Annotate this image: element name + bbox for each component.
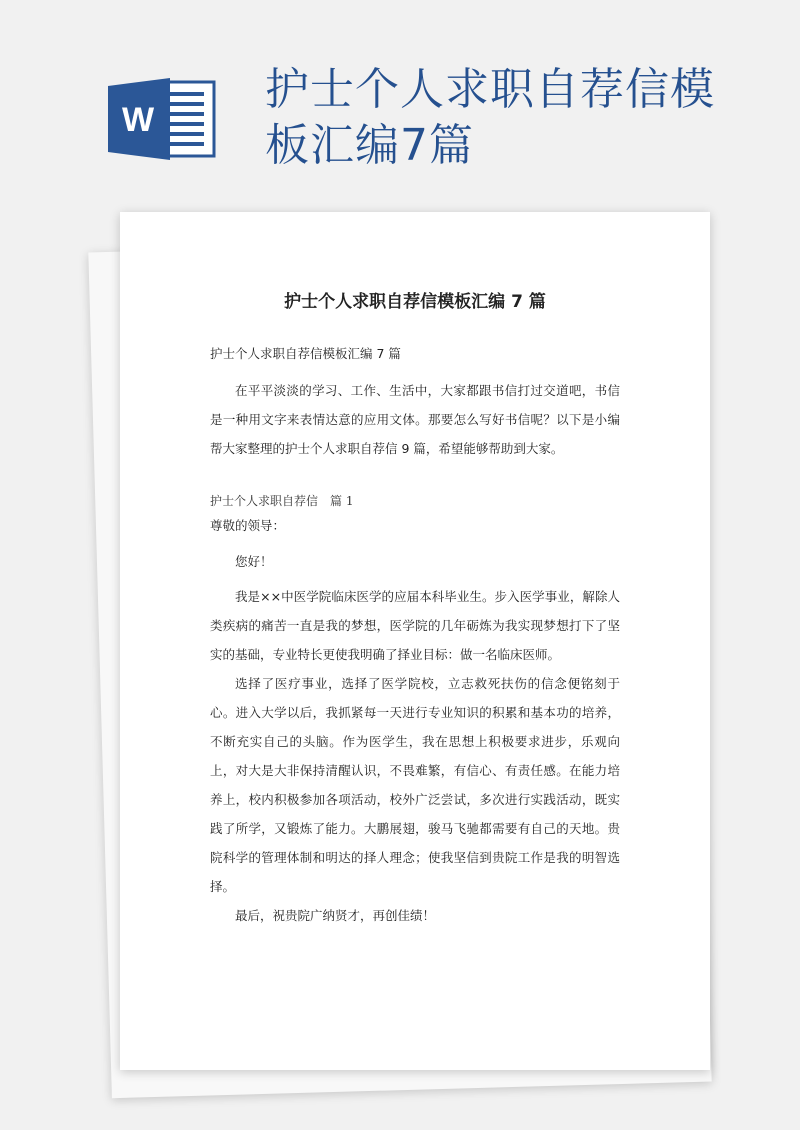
word-document-icon <box>108 78 218 160</box>
document-title: 护士个人求职自荐信模板汇编 7 篇 <box>284 292 546 312</box>
letter-greeting: 您好！ <box>235 554 273 569</box>
intro-paragraph: 在平平淡淡的学习、工作、生活中，大家都跟书信打过交道吧，书信是一种用文字来表情达意的应用文体。那要怎么写好书信呢？以下是小编帮大家整理的护士个人求职自荐信 9 篇，希望能够帮助到大家。 <box>210 383 620 456</box>
letter-salutation: 尊敬的领导： <box>210 518 286 533</box>
section-heading-text: 护士个人求职自荐信 <box>210 494 319 508</box>
page-title: 护士个人求职自荐信模板汇编7篇 <box>265 64 715 171</box>
header <box>0 0 800 200</box>
document-page <box>120 212 710 1070</box>
section-heading <box>210 491 620 511</box>
document-subtitle: 护士个人求职自荐信模板汇编 7 篇 <box>210 346 401 361</box>
word-icon-letter: W <box>121 101 155 139</box>
letter-paragraph: 我是××中医学院临床医学的应届本科毕业生。步入医学事业，解除人类疾病的痛苦一直是我的梦想，医学院的几年砺炼为我实现梦想打下了坚实的基础，专业特长更使我明确了择业目标：做一名临床医师。 <box>210 589 620 662</box>
document-body <box>210 290 620 930</box>
letter-closing: 最后，祝贵院广纳贤才，再创佳绩！ <box>235 908 436 923</box>
section-number: 篇 1 <box>330 494 354 508</box>
letter-paragraph: 选择了医疗事业，选择了医学院校，立志救死扶伤的信念便铭刻于心。进入大学以后，我抓紧每一天进行专业知识的积累和基本功的培养，不断充实自己的头脑。作为医学生，我在思想上积极要求进步，乐观向上，对大是大非保持清醒认识，不畏难繁，有信心、有责任感。在能力培养上，校内积极参加各项活动，校外广泛尝试，多次进行实践活动，既实践了所学，又锻炼了能力。大鹏展翅，骏马飞驰都需要有自己的天地。贵院科学的管理体制和明达的择人理念；使我坚信到贵院工作是我的明智选择。 <box>210 676 620 894</box>
